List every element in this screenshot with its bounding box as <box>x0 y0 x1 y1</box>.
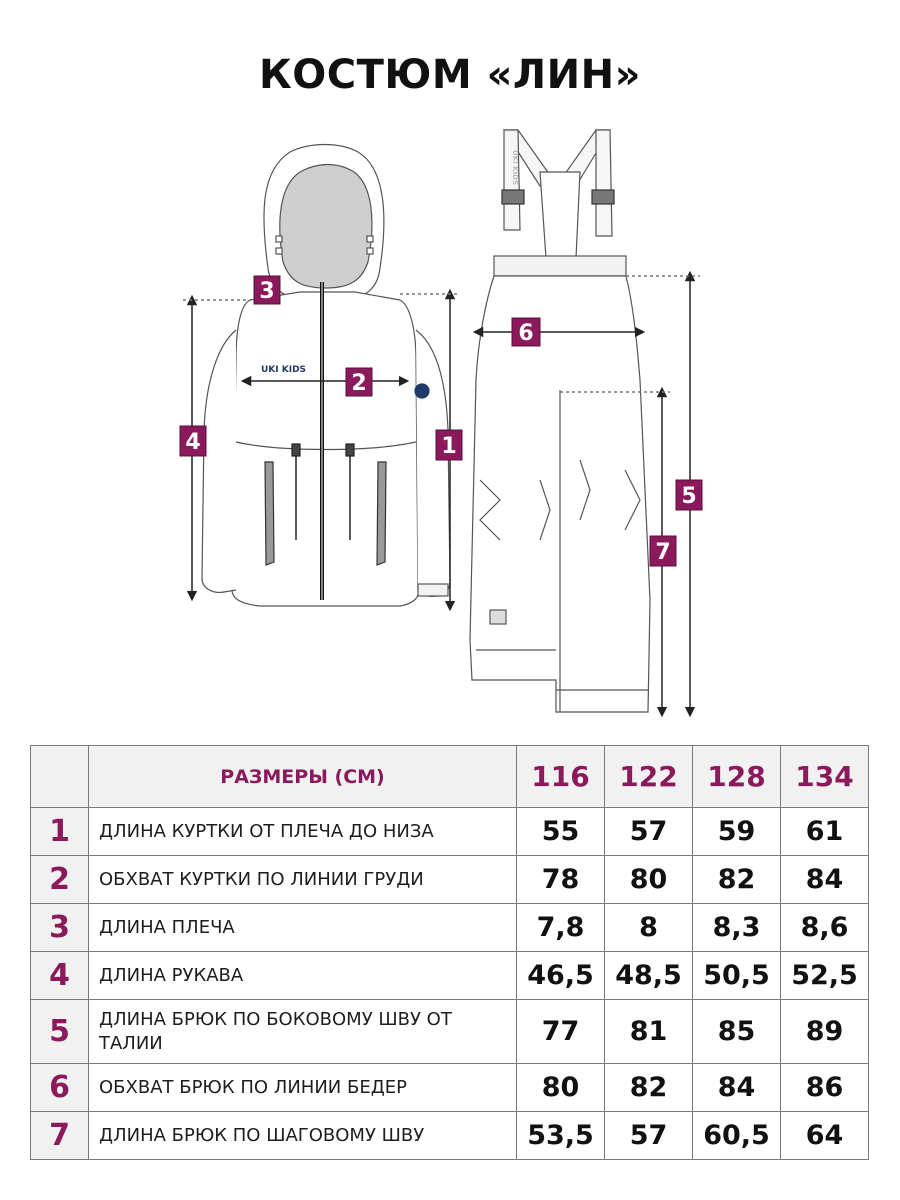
table-row <box>31 808 869 856</box>
row-number: 3 <box>31 904 89 952</box>
row-number: 7 <box>31 1112 89 1160</box>
table-row <box>31 952 869 1000</box>
svg-text:3: 3 <box>259 279 275 304</box>
marker-6 <box>512 318 540 346</box>
row-value: 61 <box>781 808 869 856</box>
header-size: 134 <box>781 746 869 808</box>
header-corner <box>31 746 89 808</box>
row-value: 77 <box>517 1000 605 1064</box>
marker-3 <box>254 276 280 304</box>
header-size: 122 <box>605 746 693 808</box>
table-header-row <box>31 746 869 808</box>
row-label: ОБХВАТ КУРТКИ ПО ЛИНИИ ГРУДИ <box>89 856 517 904</box>
svg-text:5: 5 <box>681 484 697 509</box>
row-value: 81 <box>605 1000 693 1064</box>
row-value: 86 <box>781 1064 869 1112</box>
row-value: 89 <box>781 1000 869 1064</box>
row-value: 53,5 <box>517 1112 605 1160</box>
row-label: ДЛИНА БРЮК ПО ШАГОВОМУ ШВУ <box>89 1112 517 1160</box>
marker-1 <box>436 430 462 460</box>
header-size: 116 <box>517 746 605 808</box>
row-value: 57 <box>605 808 693 856</box>
row-value: 52,5 <box>781 952 869 1000</box>
row-value: 84 <box>693 1064 781 1112</box>
pants-drawing <box>470 130 650 712</box>
marker-2 <box>346 368 372 396</box>
row-value: 59 <box>693 808 781 856</box>
row-value: 55 <box>517 808 605 856</box>
row-value: 85 <box>693 1000 781 1064</box>
row-value: 80 <box>517 1064 605 1112</box>
row-value: 78 <box>517 856 605 904</box>
row-number: 4 <box>31 952 89 1000</box>
table-row <box>31 904 869 952</box>
marker-4 <box>180 426 206 456</box>
svg-text:4: 4 <box>185 430 201 455</box>
jacket-drawing <box>202 145 450 607</box>
header-size: 128 <box>693 746 781 808</box>
row-value: 7,8 <box>517 904 605 952</box>
row-value: 8,3 <box>693 904 781 952</box>
row-value: 57 <box>605 1112 693 1160</box>
marker-7 <box>650 536 676 566</box>
row-value: 82 <box>693 856 781 904</box>
row-label: ДЛИНА РУКАВА <box>89 952 517 1000</box>
strap-text: UKI KIDS <box>511 150 519 186</box>
row-value: 84 <box>781 856 869 904</box>
row-label: ДЛИНА ПЛЕЧА <box>89 904 517 952</box>
row-value: 80 <box>605 856 693 904</box>
row-value: 48,5 <box>605 952 693 1000</box>
svg-text:7: 7 <box>655 540 671 565</box>
table-row <box>31 856 869 904</box>
row-value: 8 <box>605 904 693 952</box>
row-label: ДЛИНА БРЮК ПО БОКОВОМУ ШВУ ОТ ТАЛИИ <box>89 1000 517 1064</box>
table-row <box>31 1000 869 1064</box>
row-value: 64 <box>781 1112 869 1160</box>
table-row <box>31 1064 869 1112</box>
svg-text:2: 2 <box>351 371 367 396</box>
svg-text:1: 1 <box>441 434 457 459</box>
row-number: 6 <box>31 1064 89 1112</box>
svg-text:6: 6 <box>518 321 534 346</box>
row-number: 2 <box>31 856 89 904</box>
row-value: 82 <box>605 1064 693 1112</box>
jacket-brand-text: UKI KIDS <box>261 365 307 375</box>
row-value: 8,6 <box>781 904 869 952</box>
table-row <box>31 1112 869 1160</box>
marker-5 <box>676 480 702 510</box>
row-value: 50,5 <box>693 952 781 1000</box>
row-label: ОБХВАТ БРЮК ПО ЛИНИИ БЕДЕР <box>89 1064 517 1112</box>
size-table <box>30 745 869 1160</box>
row-number: 5 <box>31 1000 89 1064</box>
row-label: ДЛИНА КУРТКИ ОТ ПЛЕЧА ДО НИЗА <box>89 808 517 856</box>
row-value: 46,5 <box>517 952 605 1000</box>
header-label: РАЗМЕРЫ (СМ) <box>89 746 517 808</box>
row-value: 60,5 <box>693 1112 781 1160</box>
page-title: КОСТЮМ «ЛИН» <box>259 52 641 98</box>
row-number: 1 <box>31 808 89 856</box>
